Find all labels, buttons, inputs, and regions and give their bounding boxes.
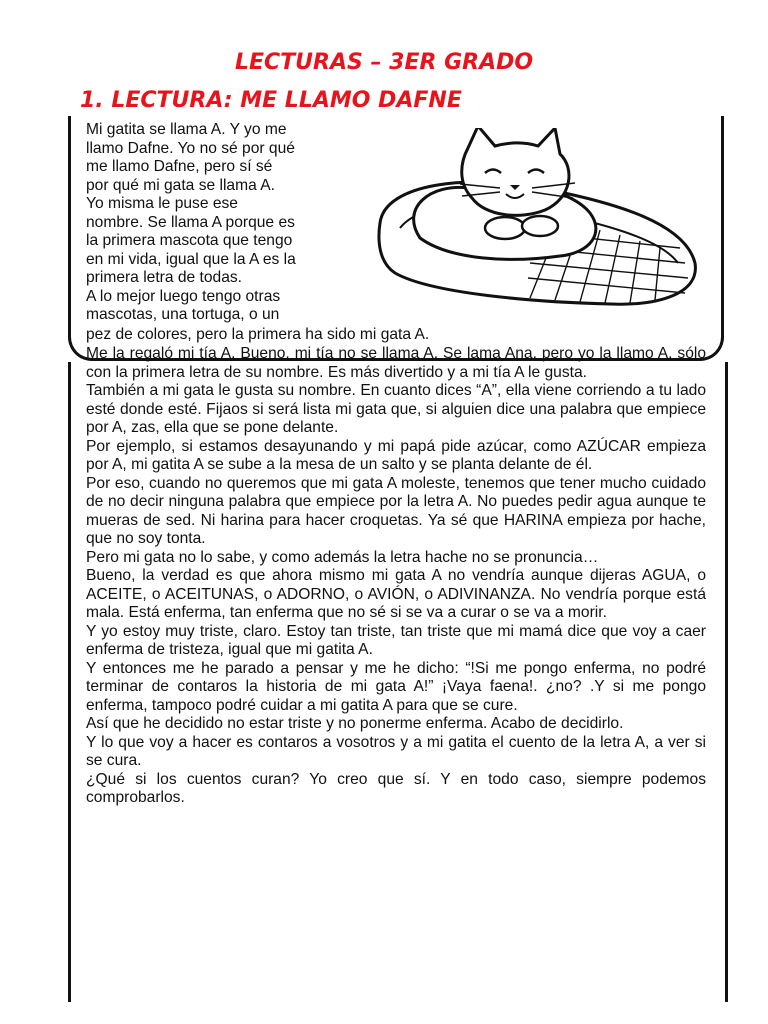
intro-line: llamo Dafne. Yo no sé por qué [86,139,295,157]
intro-line: mascotas, una tortuga, o un [86,306,280,323]
paragraph: Por ejemplo, si estamos desayunando y mi papá pide azúcar, como AZÚCAR empieza por A, mi gatita A se sube a la mesa de un salto y se planta delante de él. [86,437,706,473]
paragraph: Así que he decidido no estar triste y no ponerme enferma. Acabo de decidirlo. [86,715,624,732]
paragraph: También a mi gata le gusta su nombre. En cuanto dices “A”, ella viene corriendo a tu lado esté donde esté. Fijaos si será lista mi gata que, si alguien dice una palabra que empiece por A, zas, ella que se pone delante. [86,382,706,436]
paragraph: Y lo que voy a hacer es contaros a vosotros y a mi gatita el cuento de la letra A, a ver si se cura. [86,733,706,769]
intro-line: primera letra de todas. [86,269,243,286]
sleeping-cat-illustration [360,128,710,308]
intro-line: Yo misma le puse ese [86,195,238,212]
paragraph: ¿Qué si los cuentos curan? Yo creo que sí. Y en todo caso, siempre podemos comprobarlos. [86,770,706,806]
reading-title: 1. LECTURA: ME LLAMO DAFNE [80,88,462,113]
intro-line: Mi gatita se llama A. Y yo me [86,121,287,138]
document-title: LECTURAS – 3ER GRADO [234,50,534,75]
intro-line: A lo mejor luego tengo otras [86,287,281,305]
paragraph: Y entonces me he parado a pensar y me he dicho: “!Si me pongo enferma, no podré terminar de contaros la historia de mi gata A!” ¡Vaya faena!. ¿no? .Y si me pongo enferma, tampoco podré cuidar a mi gatita A para que se cure. [86,659,706,714]
paragraph: Me la regaló mi tía A. Bueno, mi tía no se llama A. Se lama Ana, pero yo la llamo A, sólo con la primera letra de su nombre. Es más divertido y a mi tía A le gusta. [86,345,706,381]
paragraph: Y yo estoy muy triste, claro. Estoy tan triste, tan triste que mi mamá dice que voy a caer enferma de tristeza, igual que mi gatita A. [86,622,706,658]
reading-body [86,345,706,808]
intro-line: nombre. Se llama A porque es [86,213,295,231]
intro-line: la primera mascota que tengo [86,232,293,249]
paragraph: Bueno, la verdad es que ahora mismo mi gata A no vendría aunque dijeras AGUA, o ACEITE, o ACEITUNAS, o ADORNO, o AVIÓN, o ADIVINANZA. No vendría porque está mala. Está enferma, tan enferma que no sé si se va a curar o se va a morir. [86,567,706,621]
paragraph: Por eso, cuando no queremos que mi gata A moleste, tenemos que tener mucho cuidado de no decir ninguna palabra que empiece por la letra A. No puedes pedir agua aunque te mueras de sed. Ni harina para hacer croquetas. Ya sé que HARINA empieza por hache, que no soy tonta. [86,474,706,547]
intro-line: me llamo Dafne, pero sí sé [86,158,273,175]
intro-text [86,121,346,325]
intro-line: en mi vida, igual que la A es la [86,250,296,268]
intro-line: por qué mi gata se llama A. [86,176,275,194]
intro-last-line: pez de colores, pero la primera ha sido mi gata A. [86,326,430,343]
paragraph: Pero mi gata no lo sabe, y como además la letra hache no se pronuncia… [86,548,599,566]
